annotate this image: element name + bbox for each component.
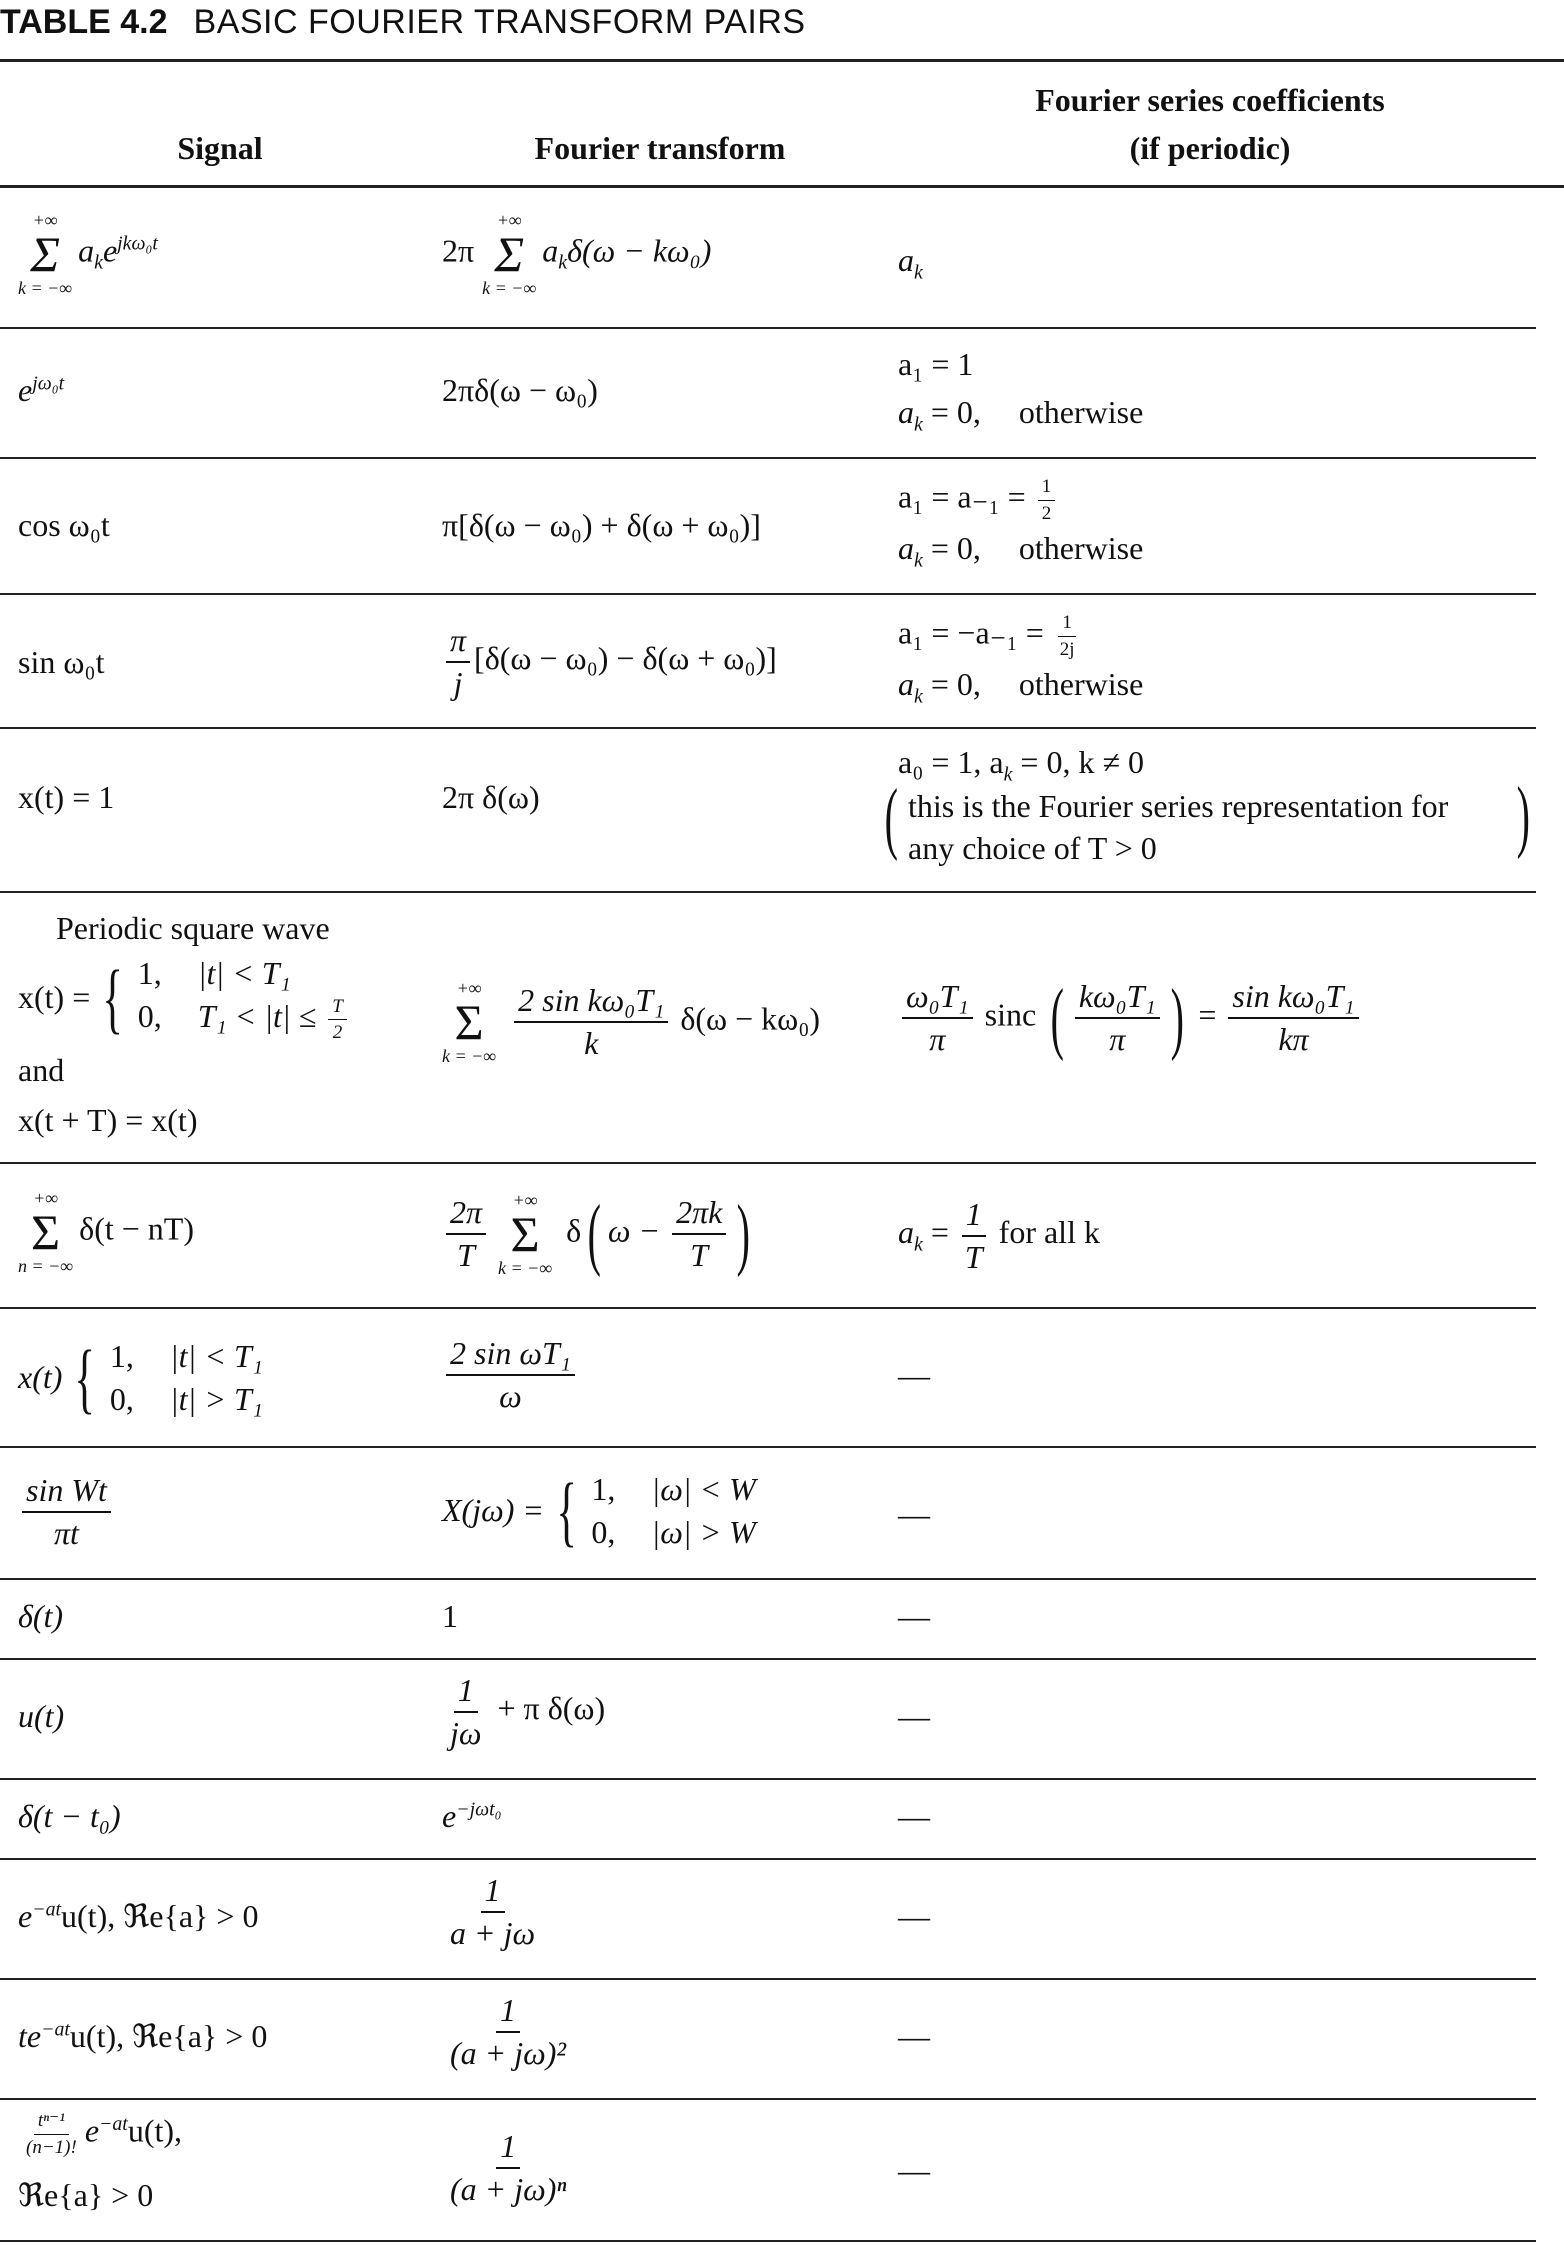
row6-signal-cases: x(t) = { 1, |t| < T₁ 0, T₁ < |t| ≤ $\frac{T}{2}$ xyxy=(18,952,351,1044)
rule-header xyxy=(0,185,1564,188)
row4-transform: $\frac{\pi}{j}$ [δ(ω − ω₀) − δ(ω + ω₀)] xyxy=(442,622,777,702)
row2-signal: $e^{j\omega_0t}$ xyxy=(18,372,65,408)
row9-coeff: — xyxy=(898,1496,930,1532)
row13-signal: $e^{-at}u(t)$, ℜe{a} > 0 xyxy=(18,1898,259,1934)
rule-row-6 xyxy=(0,1162,1536,1164)
row5-coeff-note: ( this is the Fourier series representation for any choice of T > 0 xyxy=(890,786,1448,869)
row15-coeff: — xyxy=(898,2152,930,2188)
rule-row-4 xyxy=(0,727,1536,729)
header-coeff-line2: (if periodic) xyxy=(1129,130,1291,166)
row4-coeff-line2: $a_k = 0$, otherwise xyxy=(898,666,1144,708)
rule-row-8 xyxy=(0,1446,1536,1448)
rule-row-5 xyxy=(0,891,1536,893)
rule-row-1 xyxy=(0,327,1536,329)
rule-top xyxy=(0,59,1564,62)
note-line2: any choice of T > 0 xyxy=(908,829,1157,866)
rule-row-12 xyxy=(0,1858,1536,1860)
rule-bottom xyxy=(0,2240,1536,2242)
row14-coeff: — xyxy=(898,2018,930,2054)
summation-symbol: +∞ Σ k = −∞ xyxy=(498,1190,553,1278)
rule-row-3 xyxy=(0,593,1536,595)
row4-signal: sin ω₀t xyxy=(18,644,105,680)
row2-transform: 2πδ(ω − ω₀) xyxy=(442,372,598,408)
rule-row-14 xyxy=(0,2098,1536,2100)
row4-coeff-line1: a₁ = −a₋₁ = $\frac{1}{2j}$ xyxy=(898,612,1075,660)
row14-signal: $te^{-at}u(t)$, ℜe{a} > 0 xyxy=(18,2018,268,2054)
row14-transform: $\frac{1}{\text{(a + jω)²}}$ xyxy=(450,1992,566,2071)
row1-signal: +∞ Σ k = −∞ $a_ke^{jk\omega_0t}$ xyxy=(18,210,158,298)
row12-signal: δ(t − t₀) xyxy=(18,1798,121,1834)
row12-coeff: — xyxy=(898,1798,930,1834)
rule-row-10 xyxy=(0,1658,1536,1660)
row7-signal: +∞ Σ n = −∞ δ(t − nT) xyxy=(18,1188,194,1276)
row13-coeff: — xyxy=(898,1898,930,1934)
rule-row-11 xyxy=(0,1778,1536,1780)
note-line1: this is the Fourier series representation for xyxy=(908,788,1449,824)
summation-symbol: +∞ Σ k = −∞ xyxy=(482,210,537,298)
row2-coeff-line1: a₁ = 1 xyxy=(898,346,974,382)
rule-row-2 xyxy=(0,457,1536,459)
row7-coeff: $a_k$ = $\frac{1}{T}$ for all k xyxy=(898,1196,1100,1275)
rule-row-7 xyxy=(0,1307,1536,1309)
row11-signal: u(t) xyxy=(18,1698,65,1734)
row5-note-close-paren: ) xyxy=(1516,772,1530,860)
row15-signal-line1: $\frac{\text{tⁿ⁻¹}}{(n-1)!}$ $e^{-at}u(t)$, xyxy=(26,2110,183,2158)
header-signal: Signal xyxy=(177,130,263,166)
table-number: TABLE 4.2 xyxy=(0,3,168,41)
rule-row-13 xyxy=(0,1978,1536,1980)
row11-transform: $\frac{1}{j\omega}$ + π δ(ω) xyxy=(450,1672,606,1751)
row6-transform: +∞ Σ k = −∞ $\frac{\text{2 sin kω₀T₁}}{k}$ δ(ω − kω₀) xyxy=(442,978,821,1066)
row8-transform: $\frac{\text{2 sin ωT₁}}{\omega}$ xyxy=(442,1335,579,1415)
row15-transform: $\frac{1}{\text{(a + jω)ⁿ}}$ xyxy=(450,2128,567,2207)
row6-signal-and: and xyxy=(18,1052,65,1088)
row9-transform: X(jω) = { 1, |ω| < W 0, |ω| > W xyxy=(442,1467,756,1555)
row6-signal-title: Periodic square wave xyxy=(56,910,330,946)
row2-coeff-line2: $a_k = 0$, otherwise xyxy=(898,394,1144,436)
row1-coeff: $a_k$ xyxy=(898,242,923,284)
summation-symbol: +∞ Σ k = −∞ xyxy=(442,978,497,1066)
row1-transform: 2π +∞ Σ k = −∞ $a_k\delta(\omega - k\omega_0)$ xyxy=(442,210,712,298)
row5-signal: x(t) = 1 xyxy=(18,779,115,815)
header-coeff-line1: Fourier series coefficients xyxy=(1035,82,1385,118)
row10-signal: δ(t) xyxy=(18,1598,64,1634)
row3-signal: cos ω₀t xyxy=(18,507,110,543)
row10-coeff: — xyxy=(898,1598,930,1634)
row5-transform: 2π δ(ω) xyxy=(442,779,540,815)
row3-coeff-line2: $a_k = 0$, otherwise xyxy=(898,530,1144,572)
row6-coeff: $\frac{\text{ω₀T₁}}{\pi}$ sinc ( $\frac{\text{kω₀T₁}}{\pi}$ ) = $\frac{\text{sin kω₀T₁}}{k\pi}$ xyxy=(898,978,1363,1058)
row11-coeff: — xyxy=(898,1698,930,1734)
row9-signal: $\frac{\text{sin Wt}}{\pi t}$ xyxy=(18,1472,115,1552)
table-title xyxy=(0,0,806,44)
header-transform: Fourier transform xyxy=(534,130,786,166)
table-caption: BASIC FOURIER TRANSFORM PAIRS xyxy=(193,3,806,41)
summation-symbol: +∞ Σ k = −∞ xyxy=(18,210,73,298)
row12-transform: $e^{-j\omega t_0}$ xyxy=(442,1798,502,1834)
row8-coeff: — xyxy=(898,1357,930,1393)
row10-transform: 1 xyxy=(442,1598,458,1634)
row8-signal: x(t) { 1, |t| < T₁ 0, |t| > T₁ xyxy=(18,1334,263,1422)
row3-coeff-line1: a₁ = a₋₁ = $\frac{1}{2}$ xyxy=(898,476,1059,525)
rule-row-9 xyxy=(0,1578,1536,1580)
row7-transform: $\frac{2\pi}{T}$ +∞ Σ k = −∞ δ( ω − $\frac{2\pi k}{T}$ ) xyxy=(442,1190,757,1278)
row13-transform: $\frac{1}{a + j\omega}$ xyxy=(450,1872,536,1951)
summation-symbol: +∞ Σ n = −∞ xyxy=(18,1188,74,1276)
row15-signal-line2: ℜe{a} > 0 xyxy=(18,2177,154,2213)
row3-transform: π[δ(ω − ω₀) + δ(ω + ω₀)] xyxy=(442,507,761,543)
row5-coeff-line1: a₀ = 1, $a_k = 0$, k ≠ 0 xyxy=(898,744,1145,786)
row6-signal-periodic: x(t + T) = x(t) xyxy=(18,1102,198,1138)
